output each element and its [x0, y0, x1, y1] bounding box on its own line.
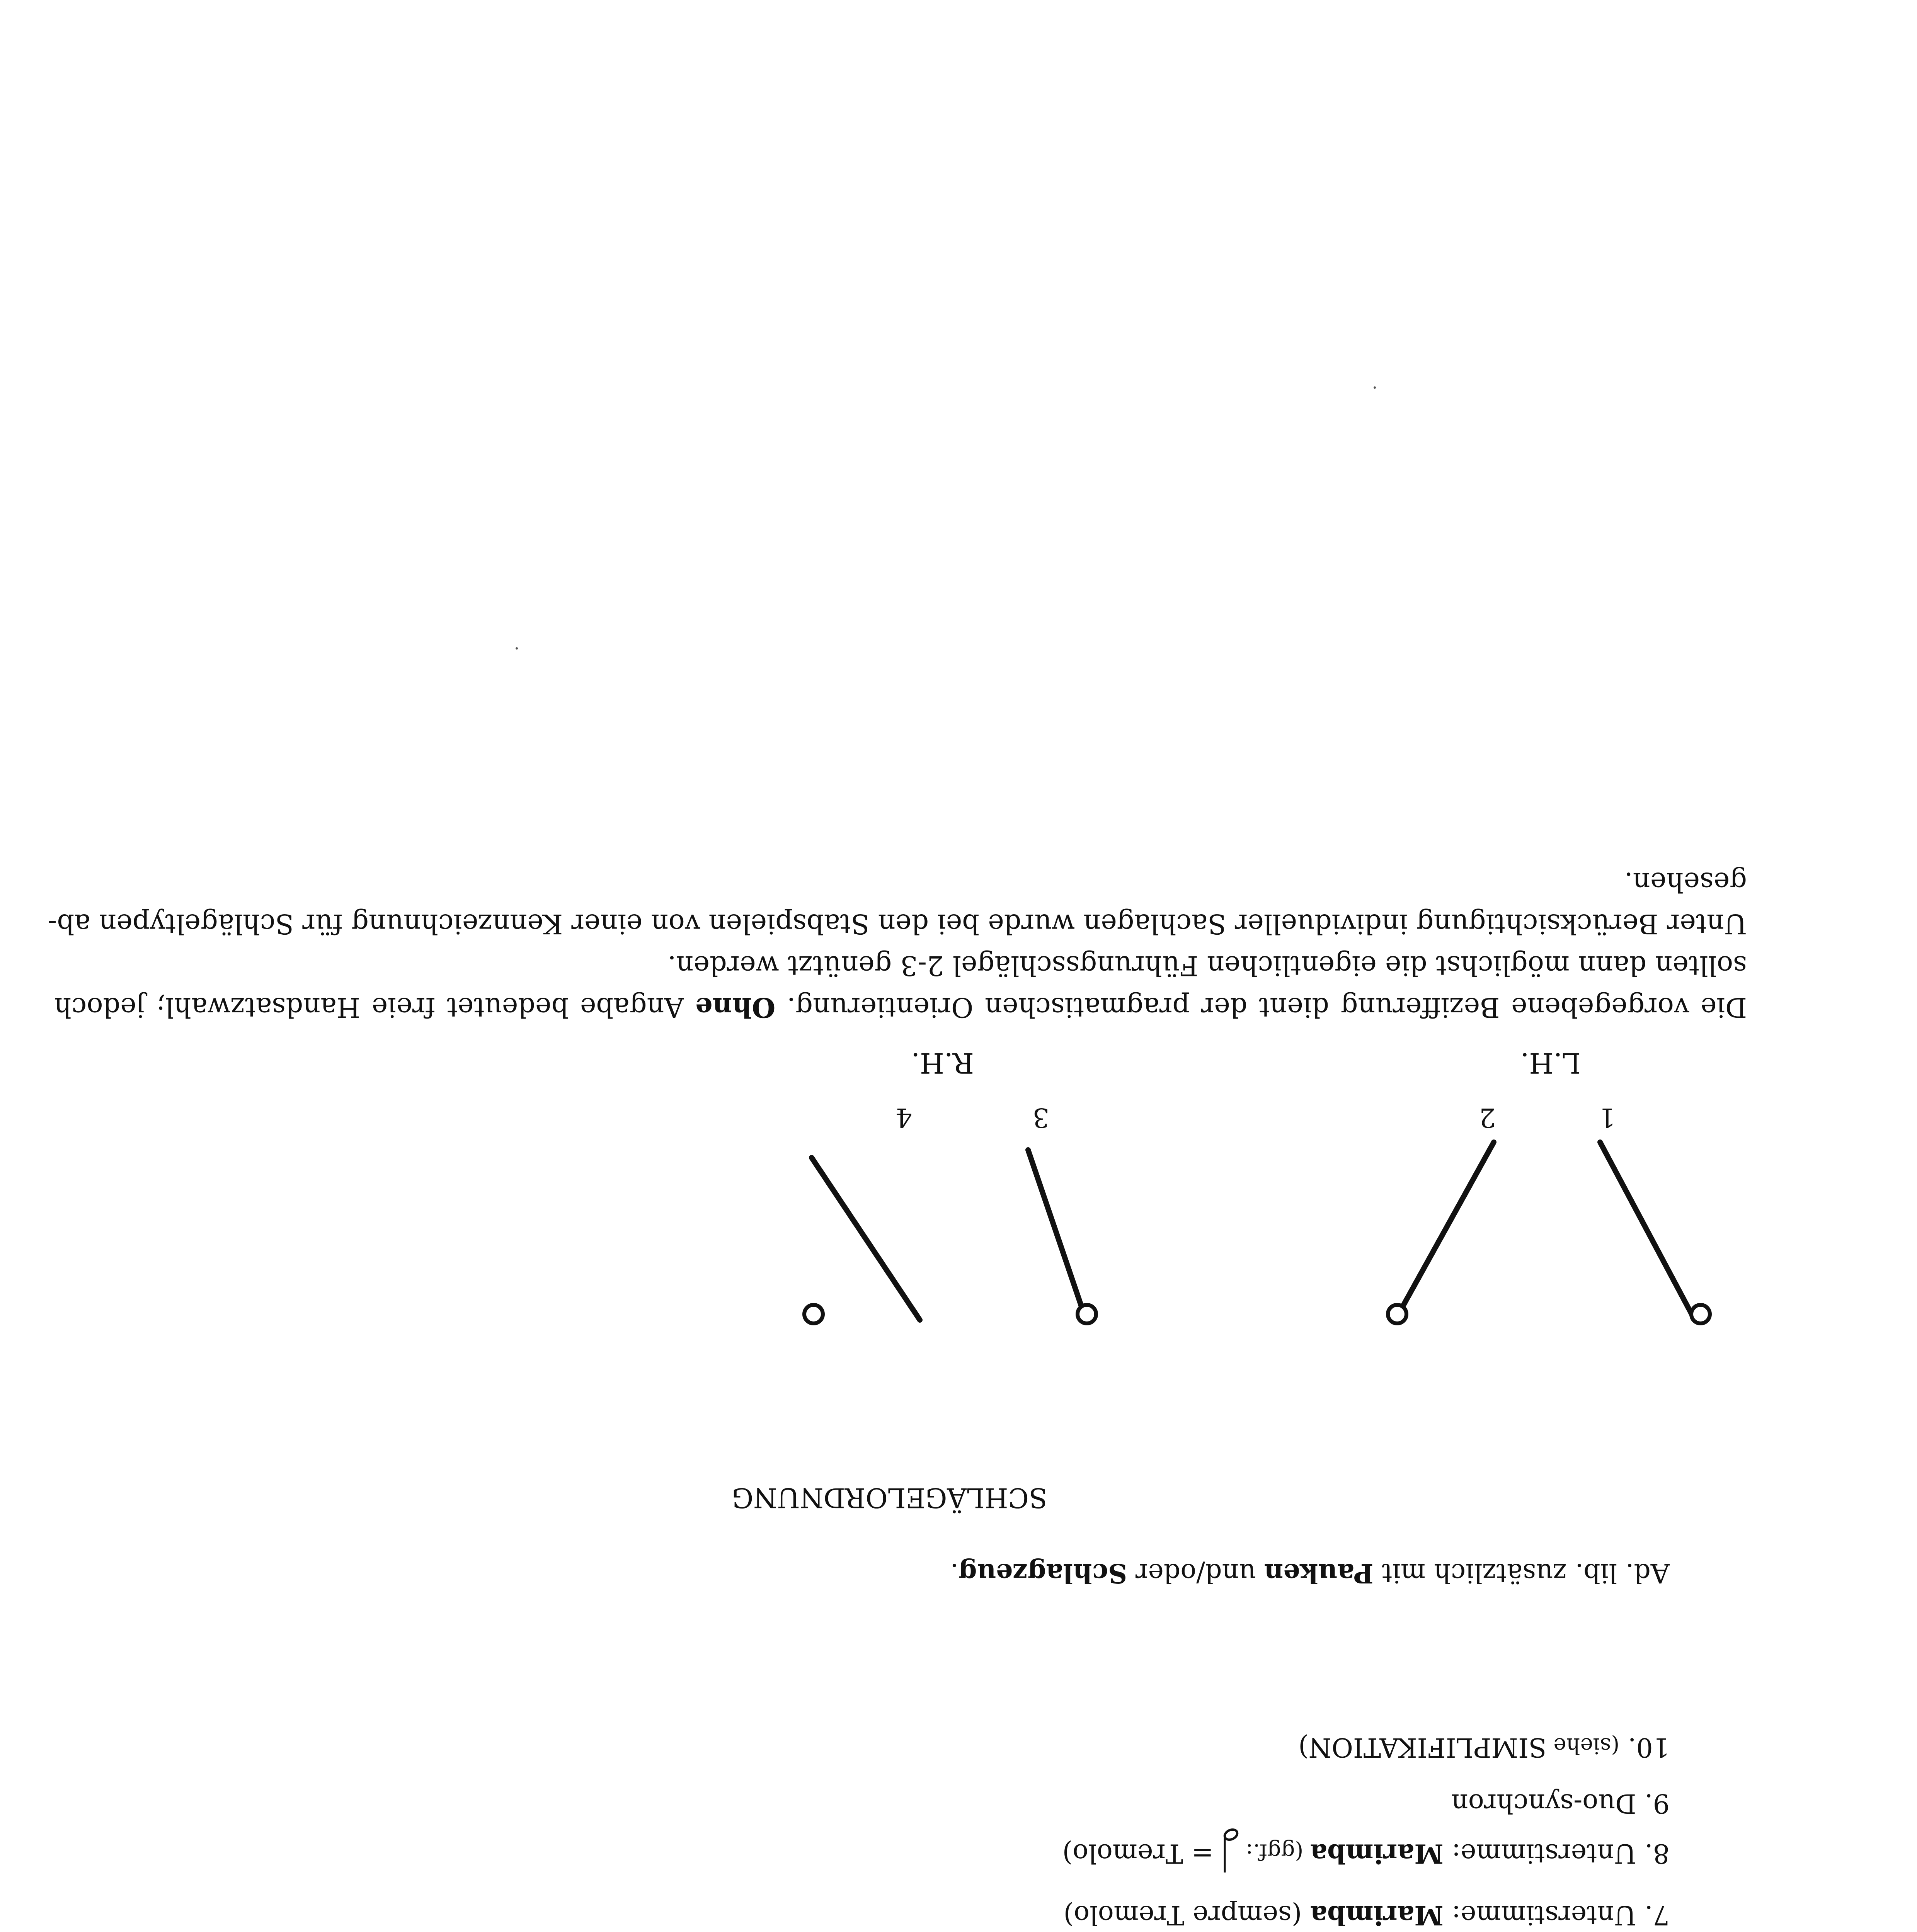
mallet-label-1: 1: [1599, 1102, 1616, 1133]
item-number: 9.: [1645, 1788, 1670, 1818]
scan-speck: [516, 647, 518, 650]
adlib-pauken: Pauken: [1264, 1558, 1374, 1588]
schlaegelordnung-title: SCHLÄGELORDNUNG: [732, 1482, 1047, 1514]
paragraph-line-1-c: Angabe bedeutet freie Handsatzwahl; jedoch: [54, 992, 695, 1023]
item-prefix: Unterstimme:: [1443, 1838, 1636, 1869]
explanation-paragraph: [48, 861, 1747, 1028]
adlib-schlagzeug: Schlagzeug: [958, 1558, 1127, 1588]
item-suffix: (sempre Tremolo): [1063, 1900, 1311, 1930]
adlib-end: .: [950, 1558, 959, 1588]
mallet-4-shaft: [812, 1158, 920, 1320]
item-ggf: (ggf.:: [1239, 1839, 1311, 1864]
adlib-pre: Ad. lib. zusätzlich mit: [1373, 1558, 1670, 1588]
mallet-label-4: 4: [895, 1102, 912, 1133]
paragraph-line-2: sollten dann möglichst die eigentlichen Führungsschlägel 2-3 genützt werden.: [667, 950, 1747, 981]
scan-speck: [1374, 386, 1376, 389]
mallet-label-3: 3: [1032, 1102, 1049, 1133]
item-number: 8.: [1645, 1838, 1670, 1869]
mallet-3-head-icon: [1078, 1305, 1096, 1323]
item-suffix: = Tremolo): [1062, 1838, 1222, 1869]
mallet-label-2: 2: [1479, 1102, 1496, 1133]
item-instrument: Marimba: [1310, 1900, 1444, 1930]
item-text: SIMPLIFIKATION): [1298, 1732, 1547, 1762]
hand-label-left: L.H.: [1520, 1047, 1581, 1079]
paragraph-line-1-a: Die vorgegebene Bezifferung dient der pragmatischen Orientierung.: [775, 992, 1747, 1023]
paragraph-line-3: Unter Berücksichtigung individueller Sachlagen wurde bei den Stabspielen von einer Kennzeichnung für Schlägeltypen ab-: [48, 908, 1747, 940]
mallet-2-head-icon: [1388, 1305, 1406, 1323]
mallet-1-shaft: [1600, 1142, 1695, 1320]
mallet-3-shaft: [1028, 1150, 1086, 1320]
mallet-2-shaft: [1395, 1142, 1494, 1320]
paragraph-line-4: gesehen.: [1624, 866, 1747, 898]
item-number: 10.: [1628, 1732, 1670, 1762]
item-text: Duo-synchron: [1451, 1788, 1636, 1818]
item-prefix: Unterstimme:: [1443, 1900, 1636, 1930]
adlib-mid: und/oder: [1127, 1558, 1264, 1588]
item-number: 7.: [1645, 1900, 1670, 1930]
paragraph-line-1: [54, 986, 1747, 1028]
item-instrument: Marimba: [1310, 1838, 1444, 1869]
paragraph-ohne: Ohne: [695, 992, 776, 1024]
mallet-4-head-icon: [804, 1305, 823, 1323]
item-small: (siehe: [1546, 1733, 1620, 1758]
mallet-1-head-icon: [1691, 1305, 1710, 1323]
hand-label-right: R.H.: [911, 1047, 974, 1079]
